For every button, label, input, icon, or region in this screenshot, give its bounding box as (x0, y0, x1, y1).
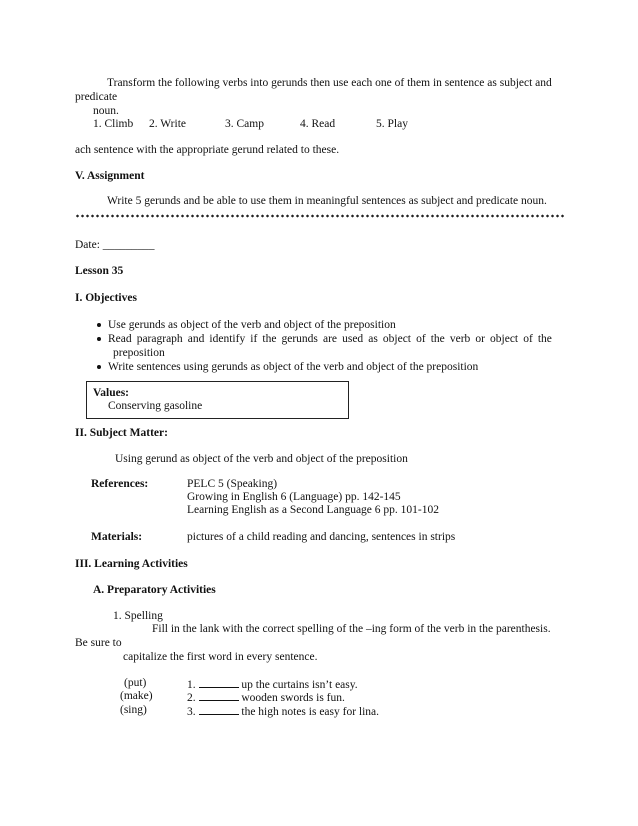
intro-line-3: noun. (93, 105, 119, 117)
exercise-line (187, 703, 379, 719)
objectives-heading: I. Objectives (75, 292, 137, 304)
exercise-number: 2. (187, 692, 196, 704)
dotted-separator (75, 214, 565, 218)
exercise-verb: (make) (120, 690, 153, 702)
exercise-text: wooden swords is fun. (241, 692, 345, 704)
reference-item: Growing in English 6 (Language) pp. 142-145 (187, 491, 401, 503)
intro-line-2: predicate (75, 91, 118, 103)
exercise-number: 3. (187, 706, 196, 718)
instruction-line-3: capitalize the first word in every sentence. (123, 651, 318, 663)
subject-matter-heading: II. Subject Matter: (75, 427, 168, 439)
verb-item: 2. Write (149, 118, 187, 130)
reference-item: PELC 5 (Speaking) (187, 478, 278, 490)
each-sentence-text: ach sentence with the appropriate gerund related to these. (75, 144, 340, 156)
objective-item: Use gerunds as object of the verb and object of the preposition (108, 319, 396, 331)
references-label: References: (91, 478, 149, 490)
exercise-number: 1. (187, 679, 196, 691)
objective-item-continued: preposition (113, 347, 165, 359)
verb-item: 4. Read (300, 118, 336, 130)
answer-blank[interactable] (199, 676, 239, 688)
date-label: Date: _________ (75, 239, 155, 251)
exercise-text: up the curtains isn’t easy. (241, 679, 358, 691)
answer-blank[interactable] (199, 703, 239, 715)
exercise-text: the high notes is easy for lina. (241, 706, 380, 718)
objective-item: Read paragraph and identify if the gerunds are used as object of the verb or object of the (108, 333, 552, 345)
instruction-line-1: Fill in the lank with the correct spelling of the –ing form of the verb in the parenthesis. (152, 623, 551, 635)
objective-item: Write sentences using gerunds as object of the verb and object of the preposition (108, 361, 479, 373)
lesson-title: Lesson 35 (75, 265, 124, 277)
learning-heading: III. Learning Activities (75, 558, 188, 570)
materials-text: pictures of a child reading and dancing, sentences in strips (187, 531, 456, 543)
answer-blank[interactable] (199, 689, 239, 701)
subject-matter-text: Using gerund as object of the verb and object of the preposition (115, 453, 408, 465)
preparatory-heading: A. Preparatory Activities (93, 584, 216, 596)
verb-item: 1. Climb (93, 118, 134, 130)
bullet-icon (97, 337, 101, 341)
verb-item: 5. Play (376, 118, 408, 130)
verb-item: 3. Camp (225, 118, 264, 130)
values-text: Conserving gasoline (108, 400, 203, 412)
instruction-line-2: Be sure to (75, 637, 122, 649)
intro-line-1: Transform the following verbs into gerunds then use each one of them in sentence as subject and (107, 77, 552, 89)
bullet-icon (97, 365, 101, 369)
exercise-verb: (put) (124, 677, 147, 689)
spelling-title: 1. Spelling (113, 610, 163, 622)
reference-item: Learning English as a Second Language 6 pp. 101-102 (187, 504, 439, 516)
values-label: Values: (93, 387, 129, 399)
assignment-text: Write 5 gerunds and be able to use them in meaningful sentences as subject and predicate noun. (107, 195, 547, 207)
exercise-verb: (sing) (120, 704, 147, 716)
materials-label: Materials: (91, 531, 143, 543)
bullet-icon (97, 323, 101, 327)
assignment-heading: V. Assignment (75, 170, 145, 182)
